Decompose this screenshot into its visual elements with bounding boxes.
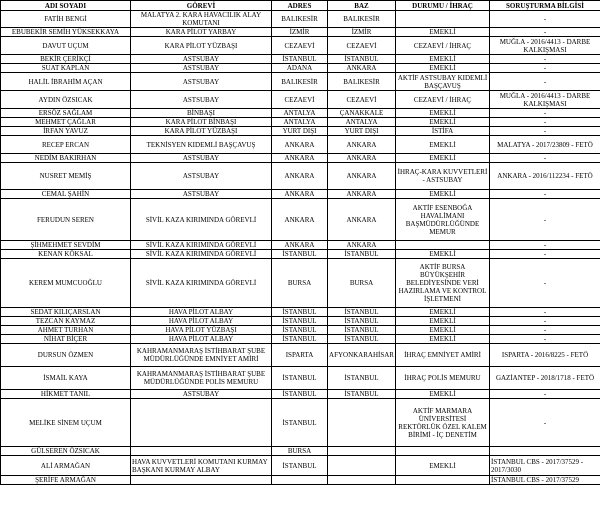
table-header xyxy=(1,1,600,11)
table-row xyxy=(1,118,600,127)
cell-base xyxy=(328,447,396,456)
cell-address: İSTANBUL xyxy=(272,250,328,259)
header-address: ADRES xyxy=(272,1,328,11)
cell-name: DAVUT UÇUM xyxy=(1,37,131,55)
cell-base: ANKARA xyxy=(328,199,396,241)
table-row xyxy=(1,241,600,250)
cell-investigation: - xyxy=(490,55,600,64)
cell-status: AKTİF ESENBOĞA HAVALİMANI BAŞMÜDÜRLÜĞÜNDE MEMUR xyxy=(396,199,490,241)
cell-duty xyxy=(131,447,272,456)
cell-address: İSTANBUL xyxy=(272,456,328,476)
table-row xyxy=(1,127,600,136)
cell-duty: MALATYA 2. KARA HAVACILIK ALAY KOMUTANI xyxy=(131,11,272,28)
cell-duty: SİVİL KAZA KIRIMINDA GÖREVLİ xyxy=(131,259,272,308)
cell-status xyxy=(396,476,490,485)
cell-address: BURSA xyxy=(272,259,328,308)
cell-address: İSTANBUL xyxy=(272,55,328,64)
cell-investigation: - xyxy=(490,259,600,308)
table-row xyxy=(1,154,600,163)
cell-base: İZMİR xyxy=(328,28,396,37)
cell-duty xyxy=(131,399,272,447)
cell-duty: TEKNİSYEN KIDEMLİ BAŞÇAVUŞ xyxy=(131,136,272,154)
cell-investigation: MUĞLA - 2016/4413 - DARBE KALKIŞMASI xyxy=(490,37,600,55)
table-row xyxy=(1,399,600,447)
cell-base: ÇANAKKALE xyxy=(328,109,396,118)
table-row xyxy=(1,28,600,37)
cell-status xyxy=(396,447,490,456)
cell-status: EMEKLİ xyxy=(396,118,490,127)
table-row xyxy=(1,367,600,390)
cell-name: ŞERİFE ARMAĞAN xyxy=(1,476,131,485)
table-row xyxy=(1,259,600,308)
cell-base xyxy=(328,399,396,447)
table-row xyxy=(1,64,600,73)
cell-base: ANKARA xyxy=(328,190,396,199)
cell-duty: ASTSUBAY xyxy=(131,390,272,399)
cell-status: EMEKLİ xyxy=(396,28,490,37)
cell-address: YURT DIŞI xyxy=(272,127,328,136)
cell-investigation: - xyxy=(490,28,600,37)
table-row xyxy=(1,326,600,335)
cell-status: AKTİF MARMARA ÜNİVERSİTESİ REKTÖRLÜK ÖZEL KALEM BİRİMİ - İÇ DENETİM xyxy=(396,399,490,447)
table-body xyxy=(1,11,600,485)
cell-name: İRFAN YAVUZ xyxy=(1,127,131,136)
cell-base xyxy=(328,456,396,476)
cell-status: EMEKLİ xyxy=(396,64,490,73)
cell-status: EMEKLİ xyxy=(396,136,490,154)
cell-address: ISPARTA xyxy=(272,344,328,367)
cell-address: İZMİR xyxy=(272,28,328,37)
cell-address: ANKARA xyxy=(272,241,328,250)
cell-base: ANKARA xyxy=(328,163,396,190)
table-row xyxy=(1,250,600,259)
cell-address: ANTALYA xyxy=(272,109,328,118)
cell-address: İSTANBUL xyxy=(272,326,328,335)
cell-name: MEHMET ÇAĞLAR xyxy=(1,118,131,127)
cell-investigation: - xyxy=(490,241,600,250)
cell-status: CEZAEVİ / İHRAÇ xyxy=(396,37,490,55)
cell-investigation xyxy=(490,447,600,456)
cell-duty: KARA PİLOT YÜZBAŞI xyxy=(131,37,272,55)
cell-base: İSTANBUL xyxy=(328,250,396,259)
cell-investigation: - xyxy=(490,326,600,335)
cell-investigation: - xyxy=(490,335,600,344)
cell-name: FATİH BENGİ xyxy=(1,11,131,28)
table-row xyxy=(1,37,600,55)
table-row xyxy=(1,308,600,317)
cell-duty xyxy=(131,476,272,485)
cell-duty: ASTSUBAY xyxy=(131,73,272,91)
cell-base: İSTANBUL xyxy=(328,308,396,317)
table-row xyxy=(1,390,600,399)
cell-name: SUAT KAPLAN xyxy=(1,64,131,73)
cell-investigation: MALATYA - 2017/23809 - FETÖ xyxy=(490,136,600,154)
cell-investigation: - xyxy=(490,317,600,326)
cell-name: NEDİM BAKIRHAN xyxy=(1,154,131,163)
cell-address: BALIKESİR xyxy=(272,11,328,28)
cell-status: İSTİFA xyxy=(396,127,490,136)
table-row xyxy=(1,73,600,91)
cell-investigation: - xyxy=(490,64,600,73)
table-row xyxy=(1,447,600,456)
cell-status: EMEKLİ xyxy=(396,190,490,199)
cell-duty: HAVA PİLOT ALBAY xyxy=(131,308,272,317)
cell-name: ŞİHMEHMET SEVDİM xyxy=(1,241,131,250)
cell-status: EMEKLİ xyxy=(396,250,490,259)
table-row xyxy=(1,11,600,28)
cell-duty: HAVA PİLOT YÜZBAŞI xyxy=(131,326,272,335)
cell-address: İSTANBUL xyxy=(272,367,328,390)
cell-investigation: - xyxy=(490,250,600,259)
cell-investigation: ISPARTA - 2016/8225 - FETÖ xyxy=(490,344,600,367)
cell-base: İSTANBUL xyxy=(328,335,396,344)
cell-address: ANKARA xyxy=(272,163,328,190)
cell-address: İSTANBUL xyxy=(272,317,328,326)
cell-address: ANKARA xyxy=(272,190,328,199)
cell-investigation: - xyxy=(490,118,600,127)
cell-address: ANKARA xyxy=(272,199,328,241)
cell-base: İSTANBUL xyxy=(328,326,396,335)
cell-address: İSTANBUL xyxy=(272,399,328,447)
cell-name: RECEP ERCAN xyxy=(1,136,131,154)
cell-address: ADANA xyxy=(272,64,328,73)
cell-investigation: - xyxy=(490,73,600,91)
cell-address: ANKARA xyxy=(272,154,328,163)
cell-name: FERUDUN SEREN xyxy=(1,199,131,241)
cell-investigation: - xyxy=(490,390,600,399)
table-row xyxy=(1,55,600,64)
cell-name: GÜLSEREN ÖZSICAK xyxy=(1,447,131,456)
cell-status xyxy=(396,11,490,28)
cell-duty: KARA PİLOT BİNBAŞI xyxy=(131,118,272,127)
cell-duty: BİNBAŞI xyxy=(131,109,272,118)
cell-investigation: - xyxy=(490,190,600,199)
cell-name: EBUBEKİR SEMİH YÜKSEKKAYA xyxy=(1,28,131,37)
cell-address xyxy=(272,476,328,485)
cell-investigation: - xyxy=(490,11,600,28)
cell-address: ANKARA xyxy=(272,136,328,154)
cell-duty: ASTSUBAY xyxy=(131,91,272,109)
table-row xyxy=(1,199,600,241)
cell-name: KENAN KÖKSAL xyxy=(1,250,131,259)
cell-status: EMEKLİ xyxy=(396,109,490,118)
cell-base: ANKARA xyxy=(328,154,396,163)
header-status: DURUMU / İHRAÇ xyxy=(396,1,490,11)
cell-base: ANTALYA xyxy=(328,118,396,127)
header-investigation: SORUŞTURMA BİLGİSİ xyxy=(490,1,600,11)
cell-name: ERSÖZ SAĞLAM xyxy=(1,109,131,118)
table-row xyxy=(1,190,600,199)
cell-duty: ASTSUBAY xyxy=(131,55,272,64)
cell-name: TEZCAN KAYMAZ xyxy=(1,317,131,326)
cell-base: İSTANBUL xyxy=(328,317,396,326)
cell-investigation: İSTANBUL CBS - 2017/37529 xyxy=(490,476,600,485)
cell-status: EMEKLİ xyxy=(396,317,490,326)
table-row xyxy=(1,109,600,118)
table-row xyxy=(1,344,600,367)
header-duty: GÖREVİ xyxy=(131,1,272,11)
cell-base xyxy=(328,476,396,485)
cell-duty: SİVİL KAZA KIRIMINDA GÖREVLİ xyxy=(131,250,272,259)
cell-investigation: - xyxy=(490,154,600,163)
cell-name: ALİ ARMAĞAN xyxy=(1,456,131,476)
table-row xyxy=(1,456,600,476)
cell-duty: SİVİL KAZA KIRIMINDA GÖREVLİ xyxy=(131,199,272,241)
cell-base: BALIKESİR xyxy=(328,11,396,28)
header-base: BAZ xyxy=(328,1,396,11)
cell-duty: ASTSUBAY xyxy=(131,163,272,190)
cell-status: EMEKLİ xyxy=(396,154,490,163)
cell-status: AKTİF ASTSUBAY KIDEMLİ BAŞÇAVUŞ xyxy=(396,73,490,91)
cell-base: ANKARA xyxy=(328,136,396,154)
cell-base: CEZAEVİ xyxy=(328,37,396,55)
cell-status: İHRAÇ EMNİYET AMİRİ xyxy=(396,344,490,367)
table-row xyxy=(1,163,600,190)
cell-address: CEZAEVİ xyxy=(272,91,328,109)
cell-base: ANKARA xyxy=(328,241,396,250)
cell-investigation: - xyxy=(490,308,600,317)
cell-name: HALİL İBRAHİM AÇAN xyxy=(1,73,131,91)
cell-status: EMEKLİ xyxy=(396,335,490,344)
cell-name: KEREM MUMCUOĞLU xyxy=(1,259,131,308)
cell-address: ANTALYA xyxy=(272,118,328,127)
cell-base: İSTANBUL xyxy=(328,390,396,399)
cell-name: İSMAİL KAYA xyxy=(1,367,131,390)
cell-address: BURSA xyxy=(272,447,328,456)
cell-status: İHRAÇ POLİS MEMURU xyxy=(396,367,490,390)
cell-name: MELİKE SİNEM UÇUM xyxy=(1,399,131,447)
cell-investigation: - xyxy=(490,109,600,118)
cell-base: YURT DIŞI xyxy=(328,127,396,136)
table-row xyxy=(1,136,600,154)
cell-name: AHMET TURHAN xyxy=(1,326,131,335)
header-row xyxy=(1,1,600,11)
cell-status: EMEKLİ xyxy=(396,390,490,399)
cell-duty: KAHRAMANMARAŞ İSTİHBARAT ŞUBE MÜDÜRLÜĞÜNDE POLİS MEMURU xyxy=(131,367,272,390)
cell-status xyxy=(396,241,490,250)
cell-status: EMEKLİ xyxy=(396,326,490,335)
cell-investigation: - xyxy=(490,399,600,447)
cell-name: HİKMET TANIL xyxy=(1,390,131,399)
table-row xyxy=(1,335,600,344)
cell-duty: ASTSUBAY xyxy=(131,64,272,73)
cell-address: CEZAEVİ xyxy=(272,37,328,55)
cell-status: EMEKLİ xyxy=(396,308,490,317)
cell-status: İHRAÇ-KARA KUVVETLERİ - ASTSUBAY xyxy=(396,163,490,190)
cell-duty: HAVA KUVVETLERİ KOMUTANI KURMAY BAŞKANI KURMAY ALBAY xyxy=(131,456,272,476)
table-row xyxy=(1,317,600,326)
cell-name: BEKİR ÇERİKÇİ xyxy=(1,55,131,64)
cell-address: İSTANBUL xyxy=(272,390,328,399)
cell-investigation: - xyxy=(490,199,600,241)
table-row xyxy=(1,476,600,485)
cell-duty: KARA PİLOT YARBAY xyxy=(131,28,272,37)
cell-address: BALIKESİR xyxy=(272,73,328,91)
cell-investigation: ANKARA - 2016/112234 - FETÖ xyxy=(490,163,600,190)
cell-duty: ASTSUBAY xyxy=(131,190,272,199)
cell-name: SEDAT KILIÇARSLAN xyxy=(1,308,131,317)
cell-address: İSTANBUL xyxy=(272,308,328,317)
cell-status: AKTİF BURSA BÜYÜKŞEHİR BELEDİYESİNDE VERİ HAZIRLAMA VE KONTROL İŞLETMENİ xyxy=(396,259,490,308)
cell-investigation: GAZİANTEP - 2018/1718 - FETÖ xyxy=(490,367,600,390)
cell-duty: KARA PİLOT YÜZBAŞI xyxy=(131,127,272,136)
cell-base: AFYONKARAHİSAR xyxy=(328,344,396,367)
cell-base: ANKARA xyxy=(328,64,396,73)
header-name: ADI SOYADI xyxy=(1,1,131,11)
cell-name: AYDIN ÖZSICAK xyxy=(1,91,131,109)
cell-name: NUSRET MEMİŞ xyxy=(1,163,131,190)
cell-base: CEZAEVİ xyxy=(328,91,396,109)
cell-duty: HAVA PİLOT ALBAY xyxy=(131,335,272,344)
cell-address: İSTANBUL xyxy=(272,335,328,344)
cell-base: BURSA xyxy=(328,259,396,308)
cell-duty: HAVA PİLOT ALBAY xyxy=(131,317,272,326)
cell-name: NİHAT BİÇER xyxy=(1,335,131,344)
cell-status: EMEKLİ xyxy=(396,456,490,476)
cell-base: BALIKESİR xyxy=(328,73,396,91)
cell-investigation: İSTANBUL CBS - 2017/37529 - 2017/3030 xyxy=(490,456,600,476)
cell-base: İSTANBUL xyxy=(328,367,396,390)
cell-base: İSTANBUL xyxy=(328,55,396,64)
cell-status: EMEKLİ xyxy=(396,55,490,64)
cell-investigation: MUĞLA - 2016/4413 - DARBE KALKIŞMASI xyxy=(490,91,600,109)
cell-duty: ASTSUBAY xyxy=(131,154,272,163)
table-row xyxy=(1,91,600,109)
cell-duty: SİVİL KAZA KIRIMINDA GÖREVLİ xyxy=(131,241,272,250)
cell-name: DURSUN ÖZMEN xyxy=(1,344,131,367)
cell-name: CEMAL ŞAHİN xyxy=(1,190,131,199)
cell-status: CEZAEVİ / İHRAÇ xyxy=(396,91,490,109)
cell-duty: KAHRAMANMARAŞ İSTİHBARAT ŞUBE MÜDÜRLÜĞÜNDE EMNİYET AMİRİ xyxy=(131,344,272,367)
cell-investigation: - xyxy=(490,127,600,136)
